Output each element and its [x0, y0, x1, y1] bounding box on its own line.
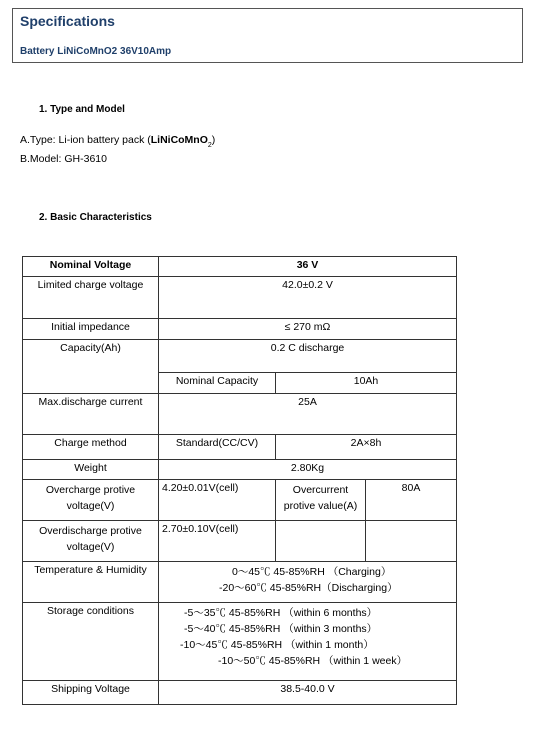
shipping-value: 38.5-40.0 V: [159, 681, 457, 705]
section-heading-basic-characteristics: 2. Basic Characteristics: [39, 212, 152, 223]
storage-line-2: -5～40℃ 45-85%RH （within 3 months）: [184, 623, 378, 635]
limited-charge-value: 42.0±0.2 V: [159, 277, 457, 319]
max-discharge-label: Max.discharge current: [23, 394, 159, 435]
specifications-table: [22, 256, 457, 705]
page-subtitle: Battery LiNiCoMnO2 36V10Amp: [20, 46, 172, 57]
overcurrent-label: Overcurrent protive value(A): [276, 480, 366, 521]
header-box: [12, 8, 523, 63]
temperature-value: [159, 562, 457, 603]
page-title: Specifications: [20, 13, 115, 29]
nominal-capacity-value: 10Ah: [276, 373, 457, 394]
overdischarge-empty-cell: [276, 521, 366, 562]
capacity-label: Capacity(Ah): [23, 340, 159, 394]
section-heading-type-model: 1. Type and Model: [39, 104, 125, 115]
storage-line-4: -10～50℃ 45-85%RH （within 1 week）: [218, 655, 408, 667]
type-chemistry: LiNiCoMnO: [150, 134, 208, 146]
overdischarge-value: 2.70±0.10V(cell): [159, 521, 276, 562]
nominal-capacity-label: Nominal Capacity: [159, 373, 276, 394]
temperature-label: Temperature & Humidity: [23, 562, 159, 603]
storage-line-1: -5～35℃ 45-85%RH （within 6 months）: [184, 607, 378, 619]
nominal-voltage-label: Nominal Voltage: [23, 257, 159, 277]
charge-method-label: Charge method: [23, 435, 159, 460]
capacity-value: 0.2 C discharge: [159, 340, 457, 373]
impedance-label: Initial impedance: [23, 319, 159, 340]
nominal-voltage-value: 36 V: [159, 257, 457, 277]
charge-method-value-2: 2A×8h: [276, 435, 457, 460]
max-discharge-value: 25A: [159, 394, 457, 435]
weight-label: Weight: [23, 460, 159, 480]
overdischarge-empty-cell-2: [366, 521, 457, 562]
temperature-line-2: -20～60℃ 45-85%RH（Discharging）: [219, 582, 398, 594]
overcharge-value: 4.20±0.01V(cell): [159, 480, 276, 521]
overcharge-label: Overcharge protive voltage(V): [23, 480, 159, 521]
storage-value: [159, 603, 457, 681]
storage-line-3: -10～45℃ 45-85%RH （within 1 month）: [180, 639, 374, 651]
overdischarge-label: Overdischarge protive voltage(V): [23, 521, 159, 562]
limited-charge-label: Limited charge voltage: [23, 277, 159, 319]
overcurrent-value: 80A: [366, 480, 457, 521]
temperature-line-1: 0～45℃ 45-85%RH （Charging）: [232, 566, 392, 578]
impedance-value: ≤ 270 mΩ: [159, 319, 457, 340]
shipping-label: Shipping Voltage: [23, 681, 159, 705]
type-line: [20, 134, 216, 149]
storage-label: Storage conditions: [23, 603, 159, 681]
type-subscript: 2: [207, 142, 212, 149]
charge-method-value: Standard(CC/CV): [159, 435, 276, 460]
type-prefix: A.Type: Li-ion battery pack (: [20, 134, 151, 146]
type-suffix: ): [211, 134, 216, 146]
weight-value: 2.80Kg: [159, 460, 457, 480]
model-line: B.Model: GH-3610: [20, 153, 107, 165]
